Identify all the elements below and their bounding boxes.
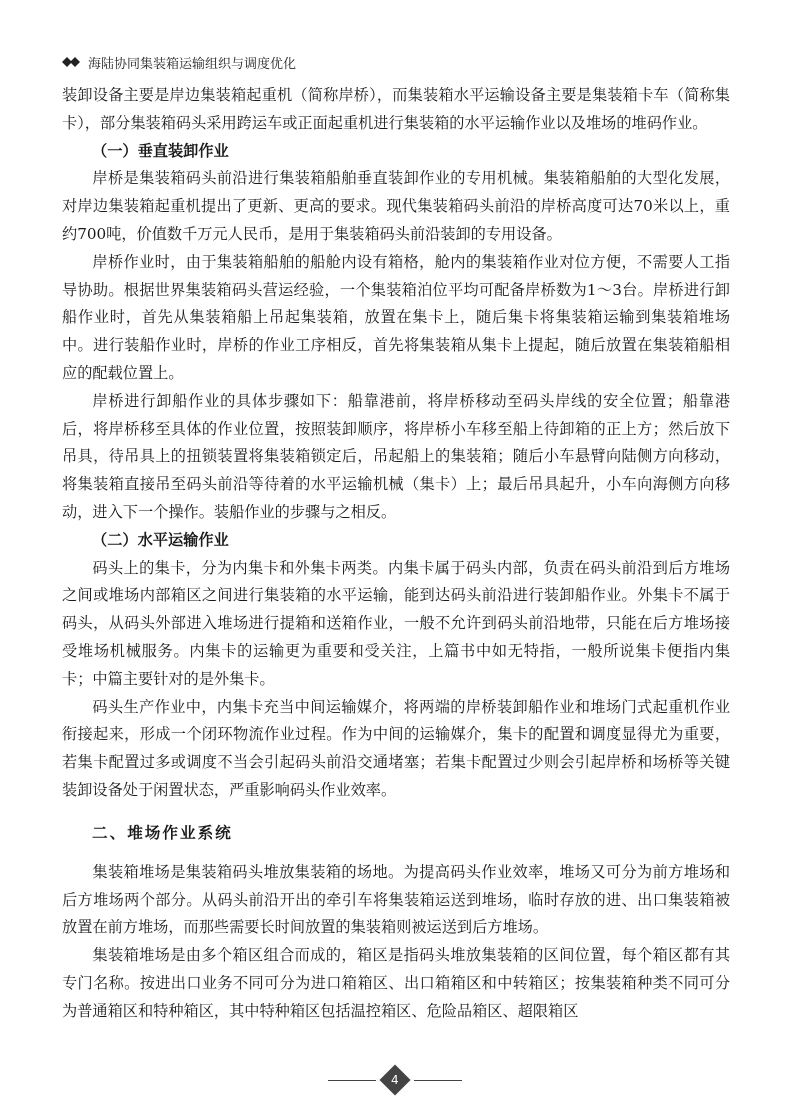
page-footer (0, 1068, 790, 1092)
section-heading-horizontal: （二）水平运输作业 (92, 530, 229, 549)
page-number-badge (379, 1064, 410, 1095)
paragraph-horizontal-2: 码头生产作业中，内集卡充当中间运输媒介，将两端的岸桥装卸船作业和堆场门式起重机作业衔接起来，形成一个闭环物流作业过程。作为中间的运输媒介，集卡的配置和调度显得尤为重要，若集卡配置过多或调度不当会引起码头前沿交通堵塞；若集卡配置过少则会引起岸桥和场桥等关键装卸设备处于闲置状态，严重影响码头作业效率。 (62, 697, 730, 799)
section-heading-vertical: （一）垂直装卸作业 (92, 141, 229, 160)
paragraph-intro: 装卸设备主要是岸边集装箱起重机（简称岸桥），而集装箱水平运输设备主要是集装箱卡车（简称集卡），部分集装箱码头采用跨运车或正面起重机进行集装箱的水平运输作业以及堆场的堆码作业。 (62, 86, 730, 132)
running-header (62, 52, 296, 72)
paragraph-vertical-3: 岸桥进行卸船作业的具体步骤如下：船靠港前，将岸桥移动至码头岸线的安全位置；船靠港后，将岸桥移至具体的作业位置，按照装卸顺序，将岸桥小车移至船上待卸箱的正上方；然后放下吊具，待吊具上的扭锁装置将集装箱锁定后，吊起船上的集装箱；随后小车悬臂向陆侧方向移动，将集装箱直接吊至码头前沿等待着的水平运输机械（集卡）上；最后吊具起升，小车向海侧方向移动，进入下一个操作。装船作业的步骤与之相反。 (62, 391, 730, 521)
section-heading-yard: 二、堆场作业系统 (92, 823, 233, 842)
book-title: 海陆协同集装箱运输组织与调度优化 (88, 56, 297, 72)
double-diamond-icon (62, 57, 82, 67)
paragraph-yard-2: 集装箱堆场是由多个箱区组合而成的，箱区是指码头堆放集装箱的区间位置，每个箱区都有其专门名称。按进出口业务不同可分为进口箱箱区、出口箱箱区和中转箱区；按集装箱种类不同可分为普通箱区和特种箱区，其中特种箱区包括温控箱区、危险品箱区、超限箱区 (62, 946, 730, 1020)
paragraph-vertical-2: 岸桥作业时，由于集装箱船舶的船舱内设有箱格，舱内的集装箱作业对位方便，不需要人工指导协助。根据世界集装箱码头营运经验，一个集装箱泊位平均可配备岸桥数为1～3台。岸桥进行卸船作业时，首先从集装箱船上吊起集装箱，放置在集卡上，随后集卡将集装箱运输到集装箱堆场中。进行装船作业时，岸桥的作业工序相反，首先将集装箱从集卡上提起，随后放置在集装箱船相应的配载位置上。 (62, 252, 730, 382)
footer-rule-left (328, 1080, 376, 1081)
page-number: 4 (391, 1072, 399, 1087)
page-body (62, 82, 730, 1026)
paragraph-yard-1: 集装箱堆场是集装箱码头堆放集装箱的场地。为提高码头作业效率，堆场又可分为前方堆场和后方堆场两个部分。从码头前沿开出的牵引车将集装箱运送到堆场，临时存放的进、出口集装箱被放置在前方堆场，而那些需要长时间放置的集装箱则被运送到后方堆场。 (62, 862, 730, 937)
footer-rule-right (414, 1080, 462, 1081)
paragraph-vertical-1: 岸桥是集装箱码头前沿进行集装箱船舶垂直装卸作业的专用机械。集装箱船舶的大型化发展，对岸边集装箱起重机提出了更新、更高的要求。现代集装箱码头前沿的岸桥高度可达70米以上，重约700吨，价值数千万元人民币，是用于集装箱码头前沿装卸的专用设备。 (62, 169, 730, 243)
paragraph-horizontal-1: 码头上的集卡，分为内集卡和外集卡两类。内集卡属于码头内部，负责在码头前沿到后方堆场之间或堆场内部箱区之间进行集装箱的水平运输，能到达码头前沿进行装卸船作业。外集卡不属于码头，从码头外部进入堆场进行提箱和送箱作业，一般不允许到码头前沿地带，只能在后方堆场接受堆场机械服务。内集卡的运输更为重要和受关注，上篇书中如无特指，一般所说集卡便指内集卡；中篇主要针对的是外集卡。 (62, 558, 730, 688)
